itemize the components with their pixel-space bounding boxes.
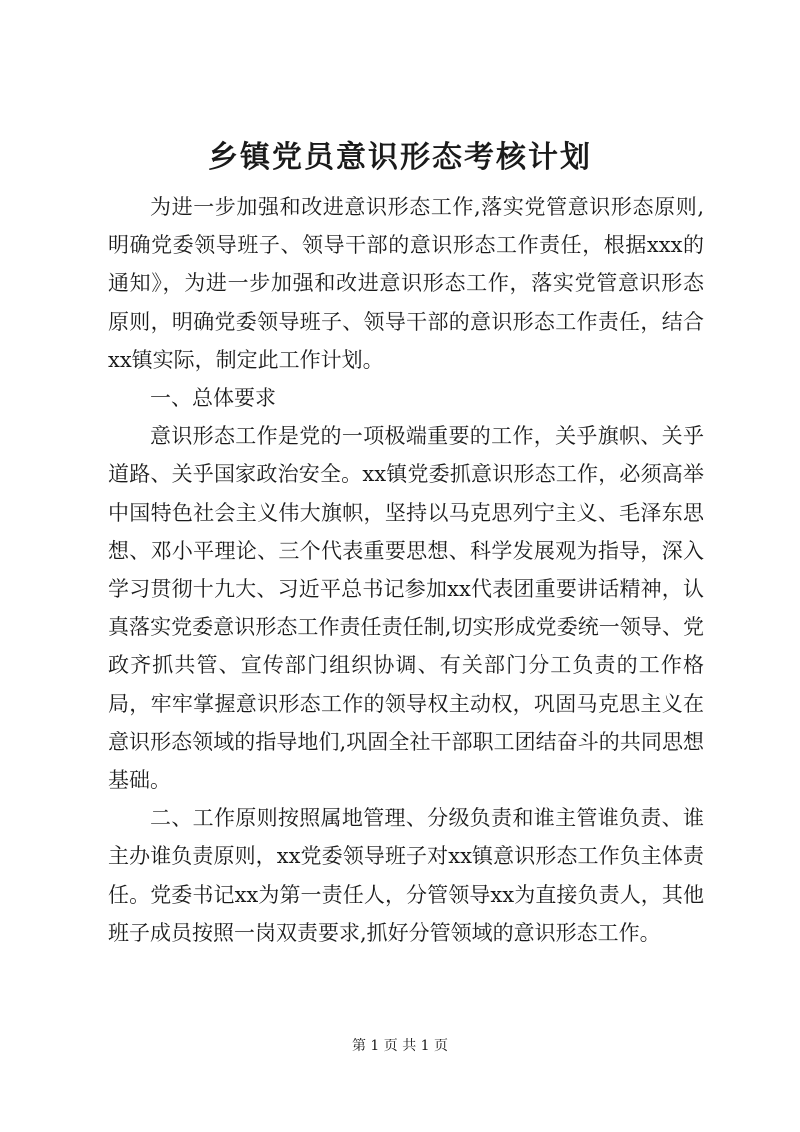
paragraph-general-requirements: 意识形态工作是党的一项极端重要的工作，关乎旗帜、关乎道路、关乎国家政治安全。xx镇党委抓意识形态工作，必须高举中国特色社会主义伟大旗帜，坚持以马克思列宁主义、毛泽东思想、邓小平理论、三个代表重要思想、科学发展观为指导，深入学习贯彻十九大、习近平总书记参加xx代表团重要讲话精神，认真落实党委意识形态工作责任责任制,切实形成党委统一领导、党政齐抓共管、宣传部门组织协调、有关部门分工负责的工作格局，牢牢掌握意识形态工作的领导权主动权，巩固马克思主义在意识形态领域的指导地们,巩固全社干部职工团结奋斗的共同思想基础。 — [108, 424, 704, 793]
paragraph-work-principles: 二、工作原则按照属地管理、分级负责和谁主管谁负责、谁主办谁负责原则，xx党委领导班子对xx镇意识形态工作负主体责任。党委书记xx为第一责任人，分管领导xx为直接负责人，其他班子成员按照一岗双责要求,抓好分管领域的意识形态工作。 — [108, 806, 704, 945]
document-body — [108, 188, 704, 952]
document-title: 乡镇党员意识形态考核计划 — [208, 140, 592, 175]
page-footer: 第 1 页 共 1 页 — [351, 1038, 449, 1054]
paragraph-intro: 为进一步加强和改进意识形态工作,落实党管意识形态原则,明确党委领导班子、领导干部的意识形态工作责任，根据xxx的通知》，为进一步加强和改进意识形态工作，落实党管意识形态原则，明确党委领导班子、领导干部的意识形态工作责任，结合xx镇实际，制定此工作计划。 — [108, 195, 704, 372]
section-heading-general-requirements: 一、总体要求 — [150, 386, 276, 411]
